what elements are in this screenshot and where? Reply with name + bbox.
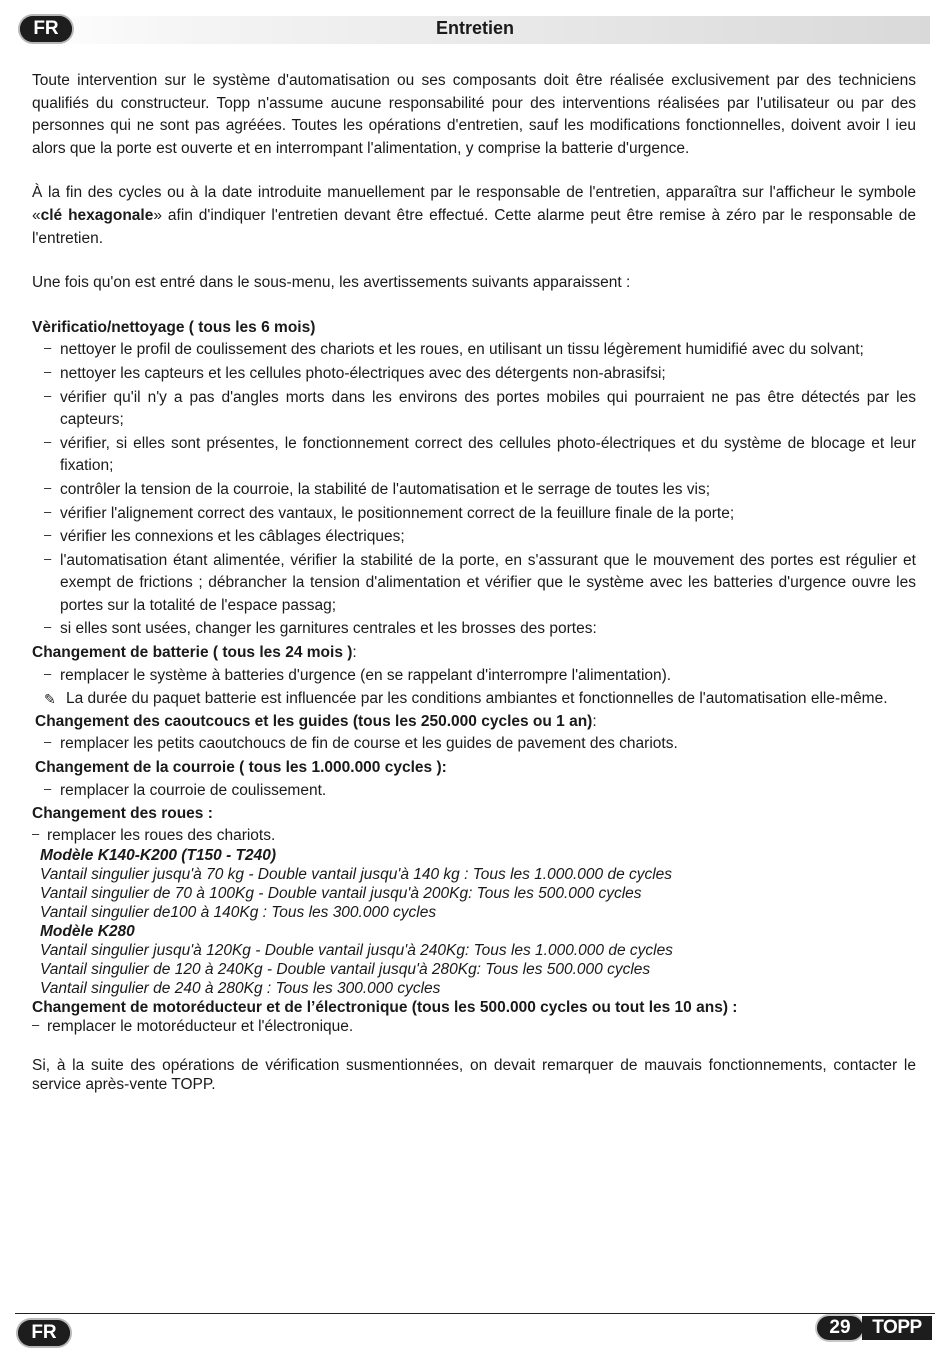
rubbers-heading-line	[32, 711, 916, 734]
list-item: – l'automatisation étant alimentée, vérifier la stabilité de la porte, en s'assurant que le mouvement des portes est régulier et exempt de frictions ; débrancher la tension d'alimentation et vérifier que le système avec les batteries d'urgence ouvre les portes sur la totalité de l'espace passag;	[32, 550, 916, 618]
intro-p2-text-b: » afin d'indiquer l'entretien devant être effectué. Cette alarme peut être remise à zéro par le responsable de l'entretien.	[32, 206, 916, 247]
model-k140-heading: Modèle K140-K200 (T150 - T240)	[40, 846, 277, 864]
rubbers-heading: Changement des caoutcoucs et les guides (tous les 250.000 cycles ou 1 an)	[35, 712, 593, 730]
list-item: – remplacer la courroie de coulissement.	[32, 780, 916, 803]
hex-key-term: clé hexagonale	[40, 206, 154, 224]
wheels-heading: Changement des roues :	[32, 805, 213, 823]
model-k280-line: Vantail singulier jusqu'à 120Kg - Double vantail jusqu'à 240Kg: Tous les 1.000.000 de cycles	[40, 941, 673, 959]
model-k140-line: Vantail singulier jusqu'à 70 kg - Double vantail jusqu'à 140 kg : Tous les 1.000.000 de cycles	[40, 865, 673, 883]
battery-heading-colon: :	[352, 644, 357, 662]
battery-note-text: La durée du paquet batterie est influencée par les conditions ambiantes et fonctionnelles de l'automatisation elle-même.	[66, 690, 888, 708]
list-item: – nettoyer les capteurs et les cellules photo-électriques avec des détergents non-abrasifsi;	[32, 363, 916, 386]
model-k140-line: Vantail singulier de100 à 140Kg : Tous les 300.000 cycles	[40, 903, 437, 921]
rubbers-list	[32, 733, 916, 756]
intro-paragraph-3: Une fois qu'on est entré dans le sous-menu, les avertissements suivants apparaissent :	[32, 274, 631, 292]
language-badge: FR	[20, 16, 72, 42]
closing-paragraph: Si, à la suite des opérations de vérification susmentionnées, on devait remarquer de mauvais fonctionnements, contacter le service après-vente TOPP.	[32, 1056, 916, 1093]
list-item: – remplacer le système à batteries d'urgence (en se rappelant d'interrompre l'alimentation).	[32, 665, 916, 688]
list-item: – nettoyer le profil de coulissement des chariots et les roues, en utilisant un tissu légèrement humidifié avec du solvant;	[32, 339, 916, 362]
pencil-note-icon: ✎	[44, 691, 56, 708]
intro-paragraph-2	[32, 182, 916, 250]
model-k140-line: Vantail singulier de 70 à 100Kg - Double vantail jusqu'à 200Kg: Tous les 500.000 cycles	[40, 884, 642, 902]
model-k280-line: Vantail singulier de 240 à 280Kg : Tous les 300.000 cycles	[40, 979, 441, 997]
list-item: – remplacer les roues des chariots.	[32, 826, 916, 845]
list-item: – vérifier l'alignement correct des vantaux, le positionnement correct de la feuillure finale de la porte;	[32, 503, 916, 526]
footer-divider	[15, 1313, 935, 1314]
page-title: Entretien	[435, 18, 514, 38]
list-item: – remplacer les petits caoutchoucs de fin de course et les guides de pavement des chariots.	[32, 733, 916, 756]
battery-list	[32, 665, 916, 688]
footer-language-badge: FR	[18, 1320, 70, 1346]
list-item: – vérifier les connexions et les câblages électriques;	[32, 526, 916, 549]
document-body	[32, 70, 916, 1094]
intro-paragraph-1: Toute intervention sur le système d'automatisation ou ses composants doit être réalisée exclusivement par des techniciens qualifiés du constructeur. Topp n'assume aucune responsabilité pour des interventions réalisées par l'utilisateur ou par des personnes qui ne sont pas agréées. Toutes les opérations d'entretien, sauf les modifications fonctionnelles, doivent avoir l ieu alors que la porte est ouverte et en interrompant l'alimentation, y comprise la batterie d'urgence.	[32, 72, 916, 157]
model-k280-line: Vantail singulier de 120 à 240Kg - Double vantail jusqu'à 280Kg: Tous les 500.000 cycles	[40, 960, 651, 978]
motor-list	[32, 1017, 916, 1036]
intro-p2-text-a: À la fin des cycles ou à la date introduite manuellement par le responsable de l'entretien, apparaîtra sur l'afficheur le symbole «	[32, 184, 916, 224]
list-item: – contrôler la tension de la courroie, la stabilité de l'automatisation et le serrage de toutes les vis;	[32, 479, 916, 502]
verification-heading: Vèrificatio/nettoyage ( tous les 6 mois)	[32, 318, 316, 336]
list-item: – vérifier, si elles sont présentes, le fonctionnement correct des cellules photo-électriques et du système de blocage et leur fixation;	[32, 433, 916, 478]
battery-heading-line	[32, 642, 916, 665]
battery-heading: Changement de batterie ( tous les 24 mois )	[32, 644, 353, 662]
belt-heading: Changement de la courroie ( tous les 1.000.000 cycles ):	[35, 759, 447, 777]
rubbers-heading-colon: :	[592, 712, 597, 730]
belt-list	[32, 780, 916, 803]
list-item: – remplacer le motoréducteur et l'électronique.	[32, 1017, 916, 1036]
brand-logo: TOPP	[862, 1316, 932, 1340]
verification-list	[32, 339, 916, 641]
page-number: 29	[817, 1316, 863, 1340]
model-k280-heading: Modèle K280	[40, 922, 135, 940]
motor-heading: Changement de motoréducteur et de l’électronique (tous les 500.000 cycles ou tout les 10 ans) :	[32, 998, 738, 1016]
list-item: – si elles sont usées, changer les garnitures centrales et les brosses des portes:	[32, 618, 916, 641]
list-item: – vérifier qu'il n'y a pas d'angles morts dans les environs des portes mobiles qui pourraient ne pas être détectés par les capteurs;	[32, 387, 916, 432]
wheels-list	[32, 826, 916, 845]
battery-note	[32, 688, 916, 711]
